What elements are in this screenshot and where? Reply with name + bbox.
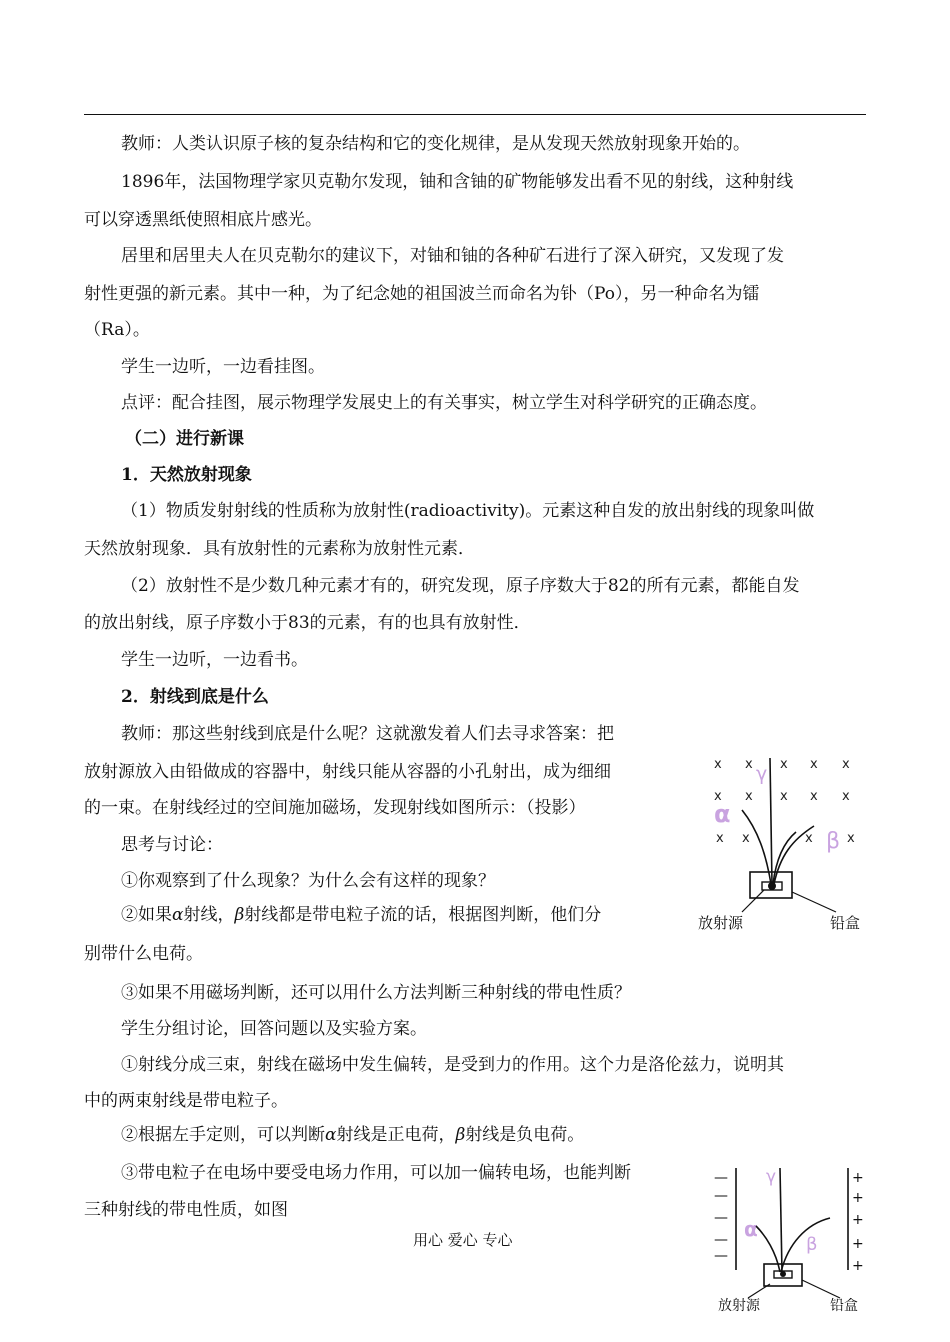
minus-sign: —	[714, 1232, 728, 1248]
plus-sign: +	[852, 1212, 864, 1228]
paragraph-student-listen: 学生一边听，一边看挂图。	[121, 357, 325, 377]
paragraph-comment: 点评：配合挂图，展示物理学发展史上的有关事实，树立学生对科学研究的正确态度。	[121, 393, 767, 413]
field-cross: x	[805, 831, 813, 846]
field-cross: x	[714, 757, 722, 772]
heading-natural-radioactivity: 1．天然放射现象	[121, 465, 252, 485]
paragraph-curie-cont: 射性更强的新元素。其中一种，为了纪念她的祖国波兰而命名为钋（Po），另一种命名为镭	[84, 284, 760, 304]
question-1: ①你观察到了什么现象？为什么会有这样的现象？	[121, 871, 495, 891]
heading-new-lesson: （二）进行新课	[125, 429, 244, 449]
alpha-label: α	[714, 800, 731, 828]
beta-symbol: β	[234, 905, 245, 925]
question-2	[121, 905, 601, 925]
paragraph-teacher-question-cont2: 的一束。在射线经过的空间施加磁场，发现射线如图所示：（投影）	[84, 798, 586, 818]
field-cross: x	[842, 757, 850, 772]
box-pointer-line	[792, 892, 836, 912]
plus-sign: +	[852, 1236, 864, 1252]
source-pointer-line	[742, 890, 764, 912]
paragraph-curie-end: （Ra）。	[84, 320, 150, 340]
gamma-ray	[770, 758, 772, 884]
box-pointer-line	[802, 1280, 840, 1298]
answer-2-part-a: ②根据左手定则，可以判断	[121, 1125, 325, 1145]
field-cross: x	[810, 757, 818, 772]
field-cross: x	[780, 757, 788, 772]
field-cross: x	[716, 831, 724, 846]
alpha-symbol: α	[172, 905, 184, 925]
paragraph-1896-cont: 可以穿透黑纸使照相底片感光。	[84, 210, 322, 230]
paragraph-atomic-number: （2）放射性不是少数几种元素才有的，研究发现，原子序数大于82的所有元素，都能自发	[121, 576, 800, 596]
field-cross: x	[714, 789, 722, 804]
minus-sign: —	[714, 1248, 728, 1264]
minus-sign: —	[714, 1188, 728, 1204]
field-cross: x	[745, 757, 753, 772]
alpha-label: α	[744, 1217, 758, 1241]
page-footer: 用心 爱心 专心	[413, 1231, 513, 1249]
answer-3-cont: 三种射线的带电性质，如图	[84, 1200, 288, 1220]
source-label: 放射源	[718, 1298, 760, 1314]
magnetic-field-figure	[692, 744, 872, 940]
paragraph-think-discuss: 思考与讨论：	[121, 835, 223, 855]
alpha-ray	[756, 1226, 780, 1272]
plus-sign: +	[852, 1190, 864, 1206]
plus-sign: +	[852, 1258, 864, 1274]
gamma-label: γ	[766, 1167, 777, 1187]
field-cross: x	[742, 831, 750, 846]
paragraph-curie: 居里和居里夫人在贝克勒尔的建议下，对铀和铀的各种矿石进行了深入研究，又发现了发	[121, 246, 784, 266]
source-label: 放射源	[698, 914, 744, 932]
question-2-part-a: ②如果	[121, 905, 172, 925]
answer-3: ③带电粒子在电场中要受电场力作用，可以加一偏转电场，也能判断	[121, 1163, 631, 1183]
radiation-source	[768, 882, 776, 890]
paragraph-atomic-number-cont: 的放出射线，原子序数小于83的元素，有的也具有放射性．	[84, 613, 531, 633]
paragraph-student-read: 学生一边听，一边看书。	[121, 650, 308, 670]
question-2-cont: 别带什么电荷。	[84, 944, 203, 964]
question-2-part-c: 射线都是带电粒子流的话，根据图判断，他们分	[244, 905, 602, 925]
paragraph-teacher-question-cont1: 放射源放入由铅做成的容器中，射线只能从容器的小孔射出，成为细细	[84, 762, 611, 782]
heading-what-rays: 2．射线到底是什么	[121, 687, 269, 707]
header-rule	[84, 114, 866, 115]
beta-label: β	[826, 829, 841, 854]
source-pointer-line	[748, 1284, 770, 1298]
question-3: ③如果不用磁场判断，还可以用什么方法判断三种射线的带电性质？	[121, 983, 631, 1003]
paragraph-group-discussion: 学生分组讨论，回答问题以及实验方案。	[121, 1019, 427, 1039]
minus-sign: —	[714, 1210, 728, 1226]
field-cross: x	[847, 831, 855, 846]
beta-symbol: β	[455, 1125, 466, 1145]
alpha-symbol: α	[325, 1125, 337, 1145]
radiation-source	[780, 1271, 786, 1277]
minus-sign: —	[714, 1170, 728, 1186]
question-2-part-b: 射线，	[183, 905, 235, 925]
field-cross: x	[745, 789, 753, 804]
paragraph-definition-cont: 天然放射现象．具有放射性的元素称为放射性元素．	[84, 539, 475, 559]
electric-field-figure	[706, 1160, 876, 1342]
alpha-ray	[742, 810, 771, 884]
answer-1: ①射线分成三束，射线在磁场中发生偏转，是受到力的作用。这个力是洛伦兹力，说明其	[121, 1055, 784, 1075]
lead-box-label: 铅盒	[830, 914, 861, 932]
gamma-label: γ	[756, 763, 768, 785]
paragraph-definition: （1）物质发射射线的性质称为放射性(radioactivity)。元素这种自发的放出射线的现象叫做	[121, 501, 815, 521]
plus-sign: +	[852, 1170, 864, 1186]
answer-1-cont: 中的两束射线是带电粒子。	[84, 1091, 288, 1111]
paragraph-intro: 教师：人类认识原子核的复杂结构和它的变化规律，是从发现天然放射现象开始的。	[121, 134, 750, 154]
field-cross: x	[780, 789, 788, 804]
gamma-ray	[780, 1168, 782, 1272]
field-cross: x	[810, 789, 818, 804]
beta-label: β	[806, 1234, 818, 1255]
answer-2-part-b: 射线是正电荷，	[336, 1125, 456, 1145]
paragraph-1896: 1896年，法国物理学家贝克勒尔发现，铀和含铀的矿物能够发出看不见的射线，这种射线	[121, 172, 794, 192]
lead-box-label: 铅盒	[830, 1298, 858, 1314]
answer-2	[121, 1125, 584, 1145]
field-cross: x	[842, 789, 850, 804]
answer-2-part-c: 射线是负电荷。	[465, 1125, 585, 1145]
paragraph-teacher-question: 教师：那这些射线到底是什么呢？这就激发着人们去寻求答案：把	[121, 724, 614, 744]
